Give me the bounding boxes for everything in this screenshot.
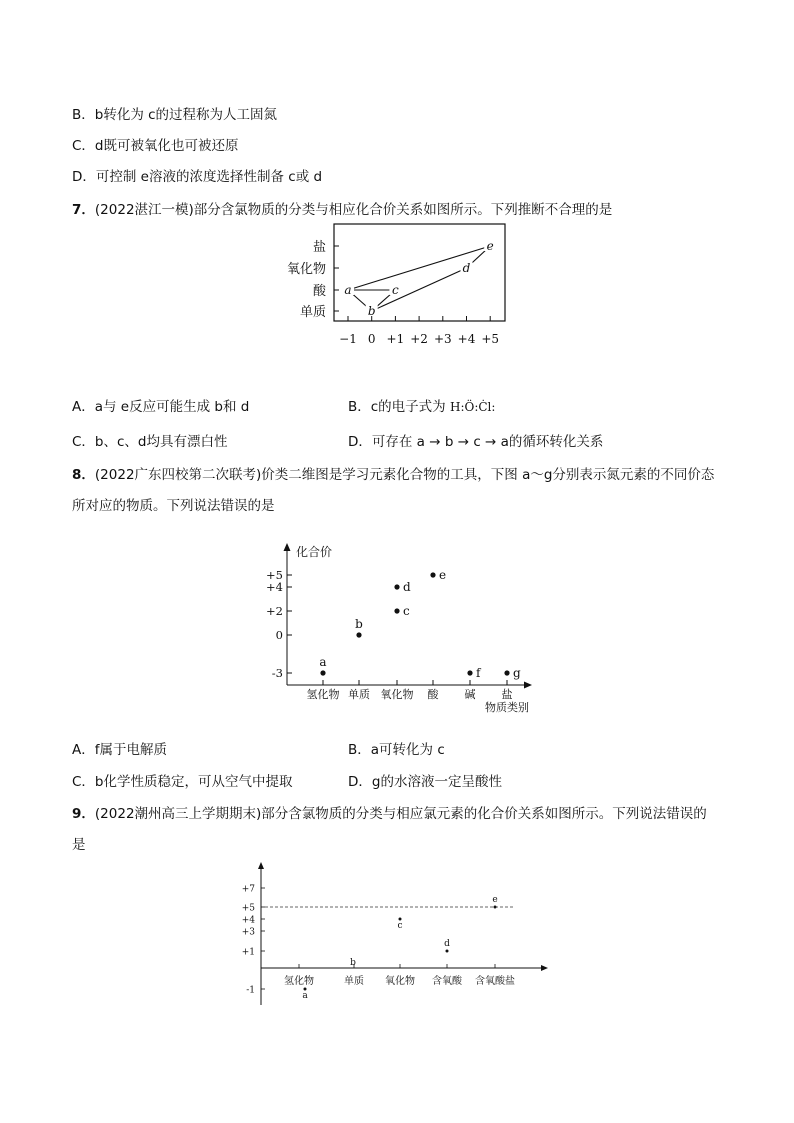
q9-y-label-5: -1 <box>246 985 255 996</box>
q9-x-label-1: 单质 <box>344 976 364 987</box>
q9-y-arrow <box>258 862 264 869</box>
q8-x-axis-title: 物质类别 <box>485 701 529 714</box>
q8-option-b: B．a可转化为 c <box>348 742 445 758</box>
q8-y-axis-title: 化合价 <box>296 545 333 559</box>
q7-y-label-0: 单质 <box>299 305 326 320</box>
q9-point-d <box>446 950 449 953</box>
q7-x-label-0: −1 <box>339 332 357 346</box>
q8-point-label-f: f <box>476 666 481 680</box>
q8-point-label-e: e <box>439 568 447 582</box>
q7-x-label-6: +5 <box>481 332 500 346</box>
q7-option-d: D．可存在 a → b → c → a的循环转化关系 <box>348 434 604 450</box>
q9-y-label-2: +4 <box>241 915 255 926</box>
q7-stem-text: (2022湛江一模)部分含氯物质的分类与相应化合价关系如图所示。下列推断不合理的是 <box>94 202 613 218</box>
q8-x-label-0: 氢化物 <box>306 688 340 701</box>
q7-x-label-1: 0 <box>367 332 376 346</box>
q7-y-label-3: 盐 <box>312 240 326 255</box>
q8-stem-text: (2022广东四校第二次联考)价类二维图是学习元素化合物的工具，下图 a～g分别表示氮元素的不同价态 <box>94 467 715 483</box>
q7-x-label-2: +1 <box>386 332 405 346</box>
q7-point-a: a <box>344 283 352 297</box>
q9-x-label-4: 含氧酸盐 <box>475 976 515 987</box>
q9-point-label-a: a <box>302 991 308 1001</box>
q9-point-label-e: e <box>492 895 498 905</box>
q8-number: 8． <box>72 467 95 483</box>
q9-x-arrow <box>541 965 548 971</box>
q8-y-label-1: +4 <box>266 580 283 594</box>
q9-number: 9． <box>72 806 95 822</box>
q6-option-c: C．d既可被氧化也可被还原 <box>72 138 239 154</box>
q7-x-label-3: +2 <box>410 332 428 346</box>
q8-option-a: A．f属于电解质 <box>72 742 167 758</box>
q8-point-label-g: g <box>513 666 521 680</box>
q8-x-label-5: 盐 <box>501 688 513 701</box>
q9-y-label-4: +1 <box>241 947 255 958</box>
q7-option-a: A．a与 e反应可能生成 b和 d <box>72 399 250 415</box>
q8-option-c: C．b化学性质稳定，可从空气中提取 <box>72 774 293 790</box>
q8-x-label-2: 氧化物 <box>380 688 414 701</box>
q8-x-label-4: 碱 <box>464 688 476 701</box>
q9-y-label-0: +7 <box>241 884 255 895</box>
q8-x-label-1: 单质 <box>348 688 370 701</box>
q7-x-label-4: +3 <box>433 332 452 346</box>
q9-point-label-b: b <box>350 958 356 968</box>
q8-y-label-3: 0 <box>275 628 283 642</box>
q7-point-e: e <box>486 239 494 253</box>
q8-y-label-2: +2 <box>266 604 283 618</box>
q6-option-d: D．可控制 e溶液的浓度选择性制备 c或 d <box>72 169 323 185</box>
q9-stem-text: (2022潮州高三上学期期末)部分含氯物质的分类与相应氯元素的化合价关系如图所示。下列说法错误的 <box>94 806 707 822</box>
q9-x-label-2: 氧化物 <box>385 976 415 987</box>
q8-point-label-a: a <box>319 655 327 669</box>
q7-point-c: c <box>392 283 399 297</box>
q7-option-b-text: B．c的电子式为 <box>348 399 446 415</box>
q9-x-label-3: 含氧酸 <box>432 976 462 987</box>
q8-point-label-b: b <box>355 617 363 631</box>
q8-option-d: D．g的水溶液一定呈酸性 <box>348 774 502 790</box>
q7-x-label-5: +4 <box>457 332 476 346</box>
q8-y-label-0: +5 <box>266 568 283 582</box>
q9-x-label-0: 氢化物 <box>284 976 314 987</box>
q9-point-label-d: d <box>444 939 450 949</box>
q7-point-d: d <box>462 261 471 275</box>
q9-y-label-1: +5 <box>241 903 255 914</box>
q8-point-label-d: d <box>403 580 411 594</box>
q8-y-label-4: -3 <box>271 666 283 680</box>
q8-point-label-c: c <box>403 604 410 618</box>
q8-stem-line2: 所对应的物质。下列说法错误的是 <box>72 498 275 514</box>
q9-stem-line2: 是 <box>72 837 86 853</box>
q9-point-label-c: c <box>397 921 403 931</box>
q7-y-label-1: 酸 <box>312 284 326 299</box>
q7-option-c: C．b、c、d均具有漂白性 <box>72 434 228 450</box>
q7-electron-formula: H:Ö:Ċl: <box>449 400 496 414</box>
q7-point-b: b <box>367 304 376 318</box>
q9-y-label-3: +3 <box>241 927 255 938</box>
q7-number: 7． <box>72 202 95 218</box>
q6-option-b: B．b转化为 c的过程称为人工固氮 <box>72 107 278 123</box>
q7-y-label-2: 氧化物 <box>286 262 326 277</box>
q9-point-e <box>494 906 497 909</box>
q8-x-label-3: 酸 <box>427 688 439 701</box>
